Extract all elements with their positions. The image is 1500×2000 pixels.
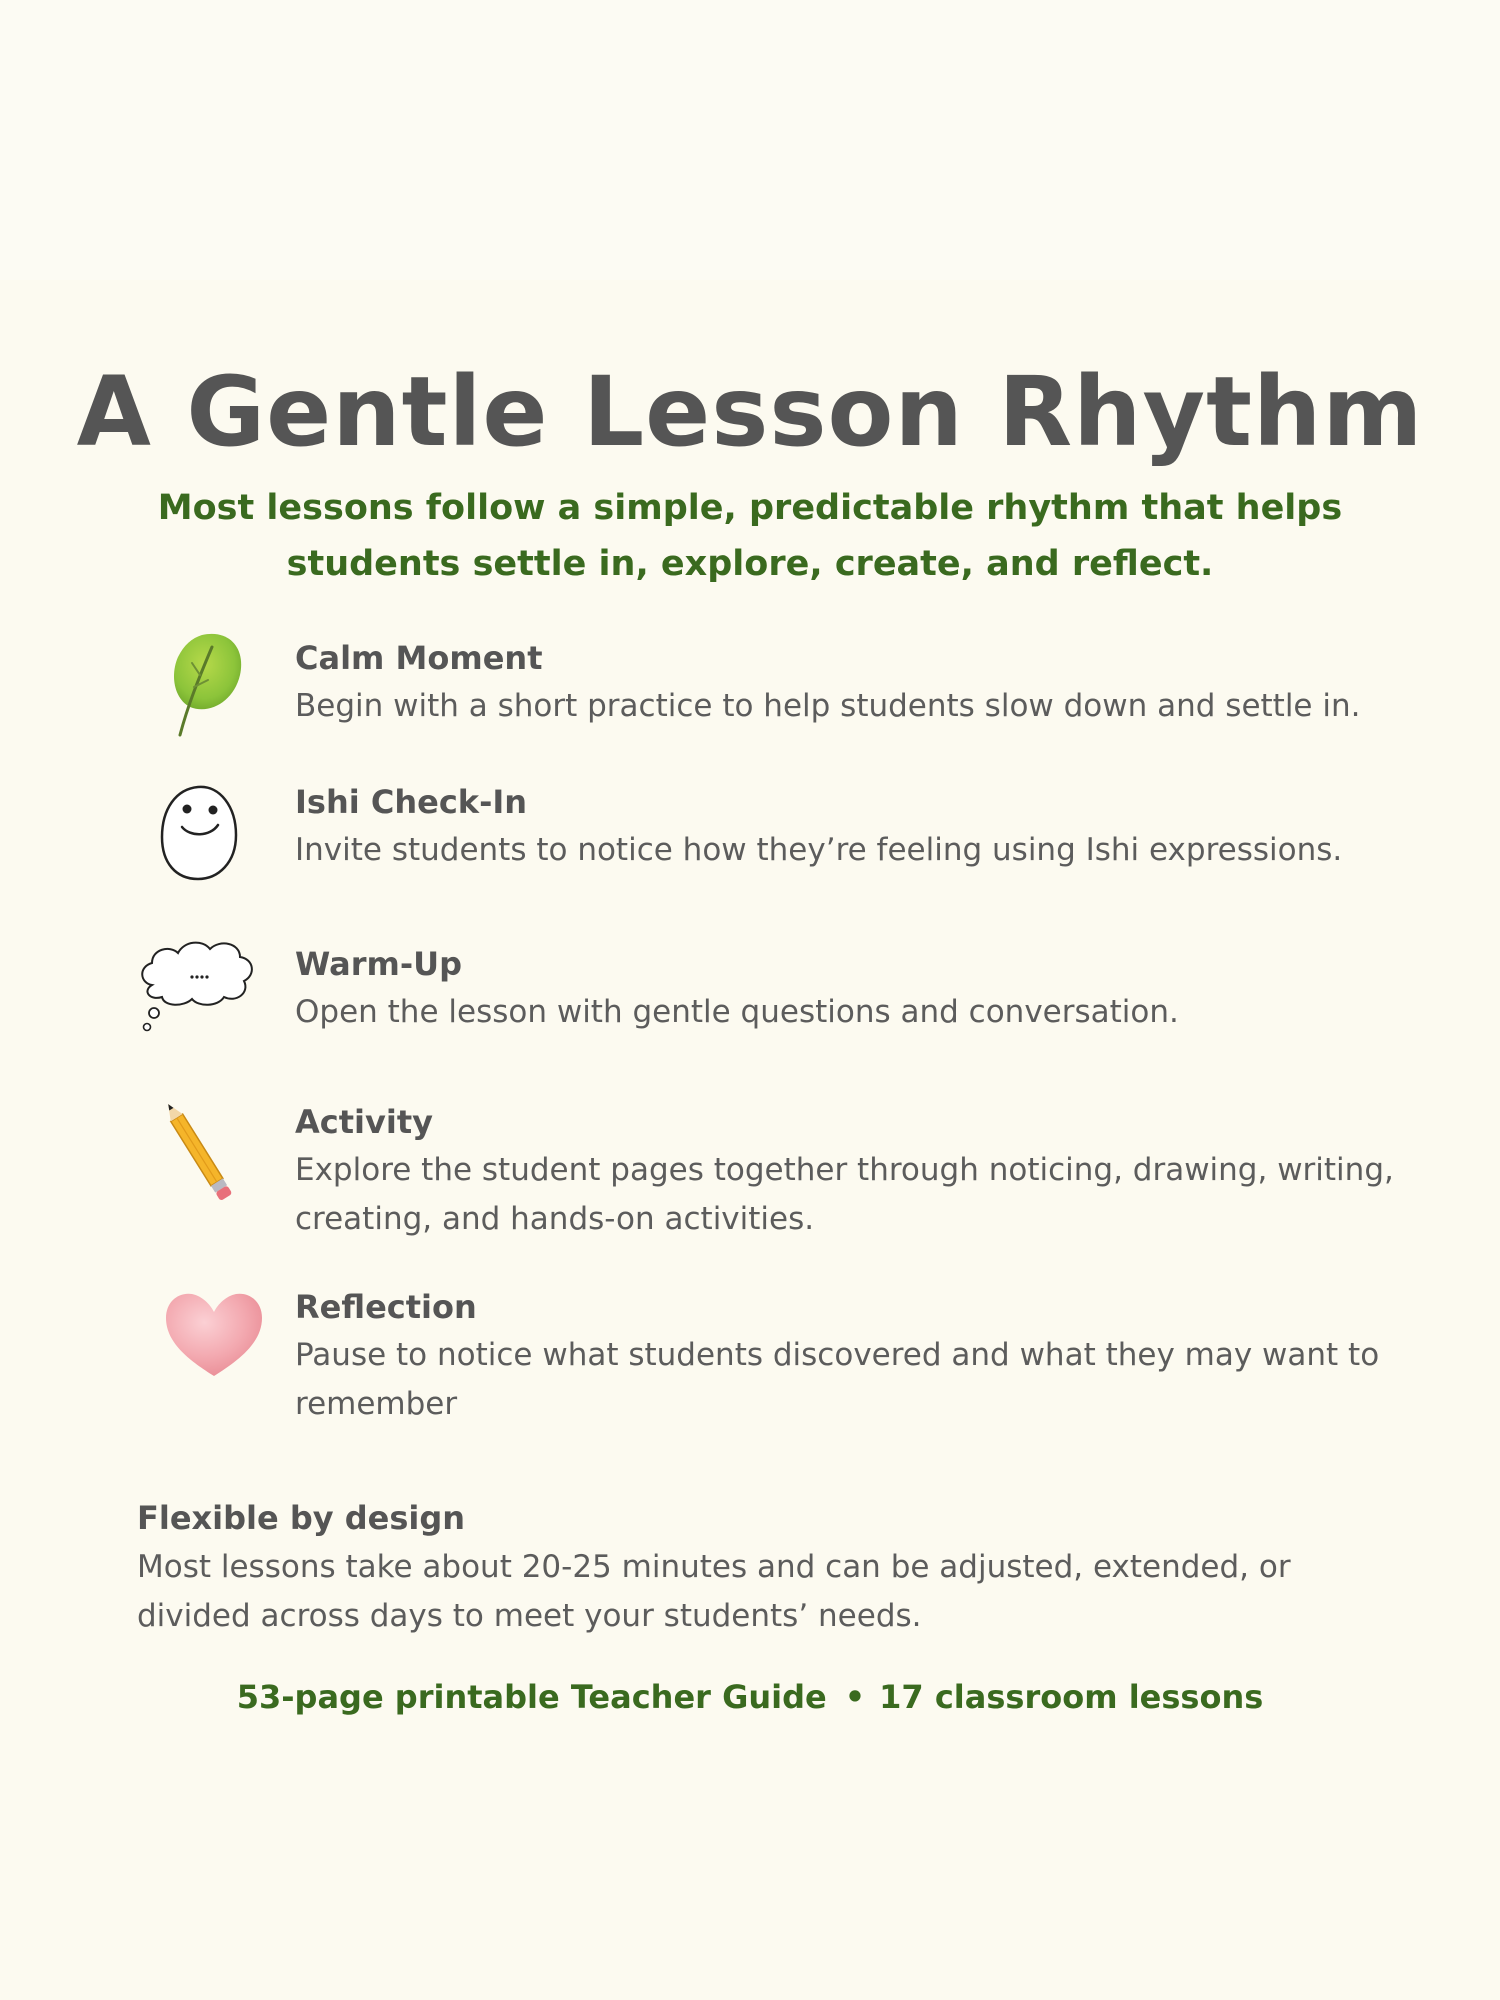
step-description: Begin with a short practice to help students slow down and settle in. <box>295 688 1361 724</box>
step-description: Open the lesson with gentle questions and conversation. <box>295 994 1179 1030</box>
step-description: Pause to notice what students discovered and what they may want to remember <box>295 1337 1380 1422</box>
ishi-face-icon <box>130 765 270 885</box>
page-title: A Gentle Lesson Rhythm <box>76 356 1424 468</box>
footer-guide: 53-page printable Teacher Guide <box>236 1678 827 1716</box>
step-description: Invite students to notice how they’re feeling using Ishi expressions. <box>295 832 1343 868</box>
footer-separator: • <box>844 1678 866 1716</box>
leaf-icon <box>130 625 270 745</box>
step-title: Reflection <box>295 1288 477 1326</box>
step-description: Explore the student pages together through noticing, drawing, writing, creating, and hands-on activities. <box>295 1152 1394 1237</box>
pencil-icon <box>130 1095 270 1215</box>
flexible-title: Flexible by design <box>137 1499 466 1537</box>
thought-bubble-icon <box>130 927 270 1047</box>
page-subtitle: Most lessons follow a simple, predictable rhythm that helps students settle in, explore, create, and reflect. <box>157 488 1343 584</box>
footer-lessons: 17 classroom lessons <box>879 1678 1264 1716</box>
footer-summary <box>0 1672 1500 1722</box>
step-title: Calm Moment <box>295 639 543 677</box>
step-title: Warm-Up <box>295 945 463 983</box>
step-title: Ishi Check-In <box>295 783 528 821</box>
flexible-description: Most lessons take about 20-25 minutes and can be adjusted, extended, or divided across days to meet your students’ needs. <box>137 1549 1291 1634</box>
heart-icon <box>130 1266 270 1386</box>
top-band <box>0 0 1500 280</box>
step-title: Activity <box>295 1103 433 1141</box>
